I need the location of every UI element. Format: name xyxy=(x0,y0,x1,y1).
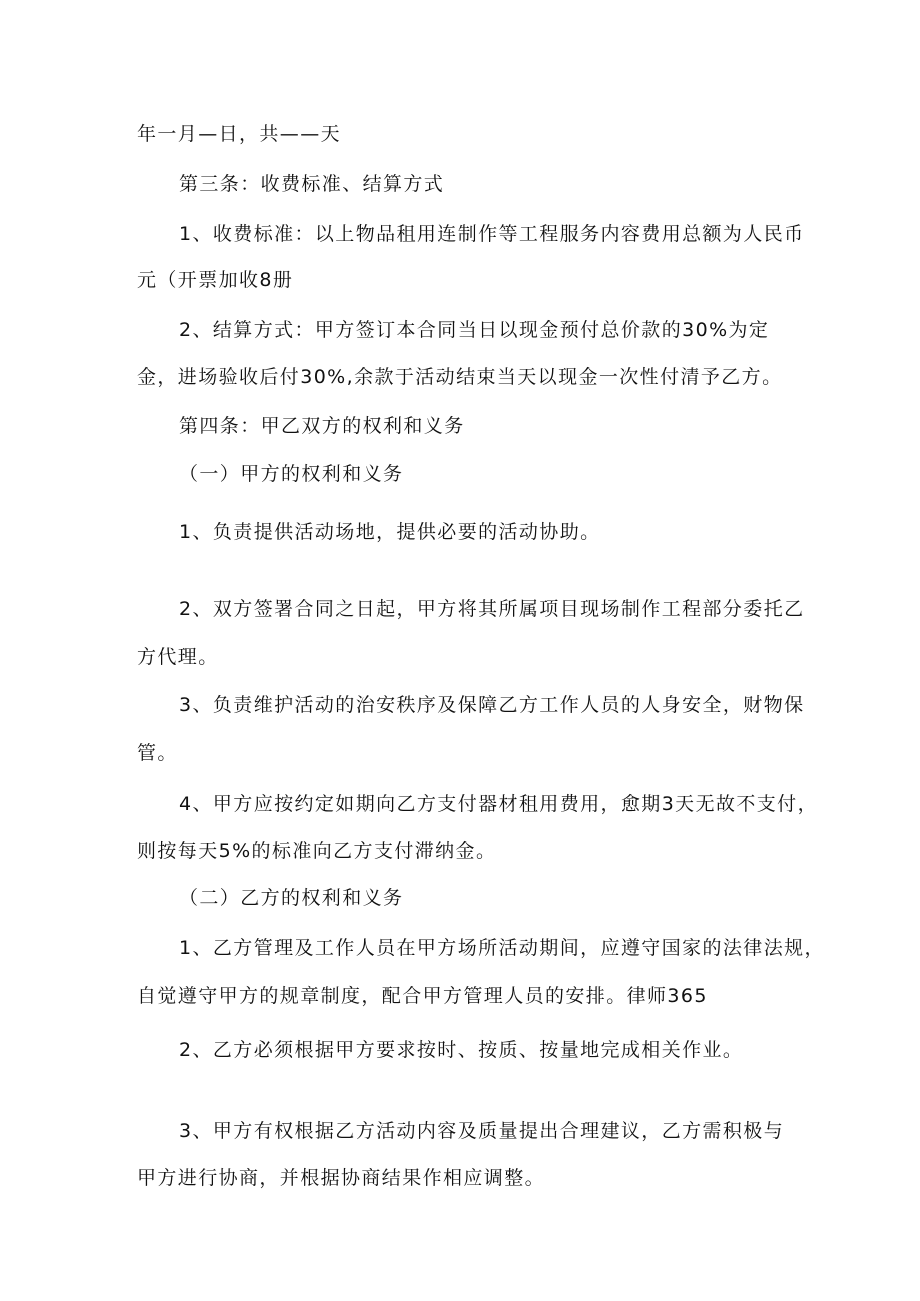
settlement-line-2: 金，进场验收后付30%,余款于活动结束当天以现金一次性付清予乙方。 xyxy=(137,366,783,388)
settlement-line-1: 2、结算方式：甲方签订本合同当日以现金预付总价款的30%为定 xyxy=(179,319,770,341)
party-b-item-2: 2、乙方必须根据甲方要求按时、按质、按量地完成相关作业。 xyxy=(179,1039,744,1061)
date-duration-line: 年一月—日，共——天 xyxy=(137,123,342,145)
article-4-heading: 第四条：甲乙双方的权利和义务 xyxy=(179,415,465,437)
fee-standard-line-1: 1、收费标准：以上物品租用连制作等工程服务内容费用总额为人民币 xyxy=(179,223,805,245)
party-a-item-2-line-2: 方代理。 xyxy=(137,646,219,668)
party-a-item-3-line-1: 3、负责维护活动的治安秩序及保障乙方工作人员的人身安全，财物保 xyxy=(179,694,805,716)
party-b-item-1-line-1: 1、乙方管理及工作人员在甲方场所活动期间，应遵守国家的法律法规， xyxy=(179,937,825,959)
party-b-item-1-line-2: 自觉遵守甲方的规章制度，配合甲方管理人员的安排。律师365 xyxy=(137,985,708,1007)
party-a-item-4-line-2: 则按每天5%的标准向乙方支付滞纳金。 xyxy=(137,840,497,862)
fee-standard-line-2: 元（开票加收8册 xyxy=(137,269,294,291)
party-a-item-2-line-1: 2、双方签署合同之日起，甲方将其所属项目现场制作工程部分委托乙 xyxy=(179,598,805,620)
party-b-item-3-line-2: 甲方进行协商，并根据协商结果作相应调整。 xyxy=(137,1167,546,1189)
article-3-heading: 第三条：收费标准、结算方式 xyxy=(179,173,445,195)
party-a-item-4-line-1: 4、甲方应按约定如期向乙方支付器材租用费用，愈期3天无故不支付， xyxy=(179,793,818,815)
party-b-heading: （二）乙方的权利和义务 xyxy=(179,887,404,909)
party-a-heading: （一）甲方的权利和义务 xyxy=(179,463,404,485)
party-a-item-1: 1、负责提供活动场地，提供必要的活动协助。 xyxy=(179,521,601,543)
party-a-item-3-line-2: 管。 xyxy=(137,742,178,764)
party-b-item-3-line-1: 3、甲方有权根据乙方活动内容及质量提出合理建议，乙方需积极与 xyxy=(179,1120,785,1142)
